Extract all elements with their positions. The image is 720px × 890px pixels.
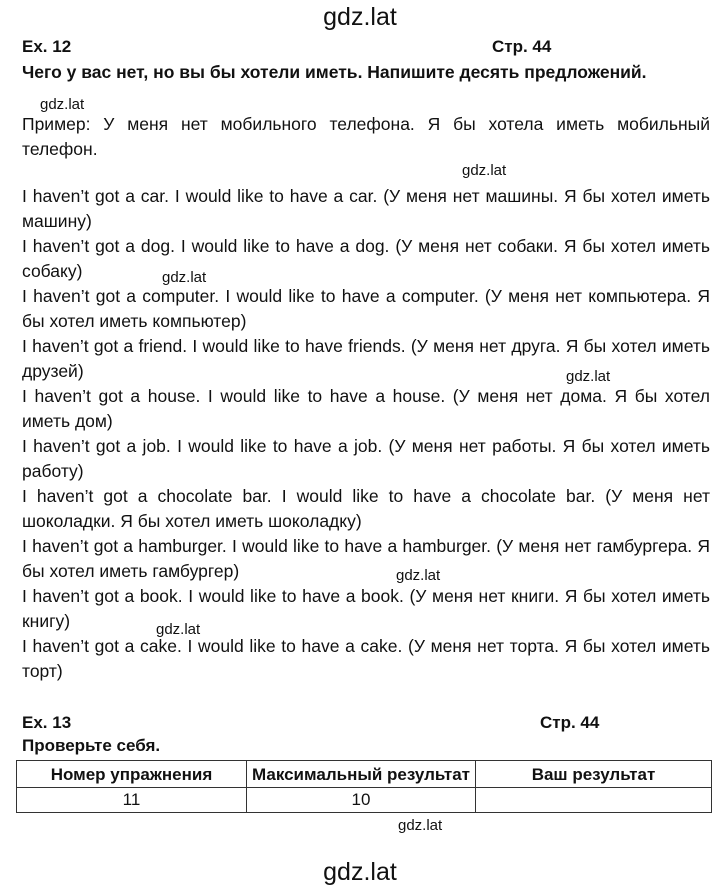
example-text: Пример: У меня нет мобильного телефона. Я бы хотела иметь мобильный телефон. [22, 114, 710, 159]
table-row [17, 788, 712, 813]
exercise-12-label: Ex. 12 [22, 37, 72, 56]
answer-item: I haven’t got a house. I would like to have a house. (У меня нет дома. Я бы хотел иметь дом) [22, 386, 710, 431]
table-header-cell: Номер упражнения [17, 761, 247, 788]
results-table [16, 760, 712, 813]
answer-item: I haven’t got a job. I would like to have a job. (У меня нет работы. Я бы хотел иметь работу) [22, 436, 710, 481]
watermark-bottom: gdz.lat [323, 858, 397, 886]
watermark-inline: gdz.lat [398, 817, 443, 834]
watermark-inline: gdz.lat [162, 269, 207, 286]
answer-item: I haven’t got a dog. I would like to have a dog. (У меня нет собаки. Я бы хотел иметь собаку) [22, 236, 710, 281]
watermark-inline: gdz.lat [566, 368, 611, 385]
table-header-cell: Максимальный результат [247, 761, 476, 788]
answer-item: I haven’t got a hamburger. I would like to have a hamburger. (У меня нет гамбургера. Я бы хотел иметь гамбургер) [22, 536, 710, 581]
answer-item: I haven’t got a friend. I would like to have friends. (У меня нет друга. Я бы хотел иметь друзей) [22, 336, 710, 381]
exercise-13-label: Ex. 13 [22, 713, 72, 732]
answer-item: I haven’t got a chocolate bar. I would like to have a chocolate bar. (У меня нет шоколадки. Я бы хотел иметь шоколадку) [22, 486, 710, 531]
watermark-inline: gdz.lat [156, 621, 201, 638]
table-cell [476, 788, 712, 813]
table-header-row [17, 761, 712, 788]
exercise-13-title: Проверьте себя. [22, 736, 161, 755]
watermark-inline: gdz.lat [396, 567, 441, 584]
answer-item: I haven’t got a car. I would like to have a car. (У меня нет машины. Я бы хотел иметь машину) [22, 186, 710, 231]
exercise-12-task: Чего у вас нет, но вы бы хотели иметь. Напишите десять предложений. [22, 62, 647, 82]
table-header-cell: Ваш результат [476, 761, 712, 788]
watermark-inline: gdz.lat [462, 162, 507, 179]
watermark-inline: gdz.lat [40, 96, 85, 113]
table-cell: 10 [247, 788, 476, 813]
watermark-top: gdz.lat [323, 3, 397, 31]
answer-item: I haven’t got a book. I would like to have a book. (У меня нет книги. Я бы хотел иметь книгу) [22, 586, 710, 631]
table-cell: 11 [17, 788, 247, 813]
exercise-13-page: Стр. 44 [540, 713, 600, 732]
exercise-12-page: Стр. 44 [492, 37, 552, 56]
answer-item: I haven’t got a cake. I would like to have a cake. (У меня нет торта. Я бы хотел иметь торт) [22, 636, 710, 681]
answer-item: I haven’t got a computer. I would like to have a computer. (У меня нет компьютера. Я бы хотел иметь компьютер) [22, 286, 710, 331]
answer-list [22, 184, 710, 684]
